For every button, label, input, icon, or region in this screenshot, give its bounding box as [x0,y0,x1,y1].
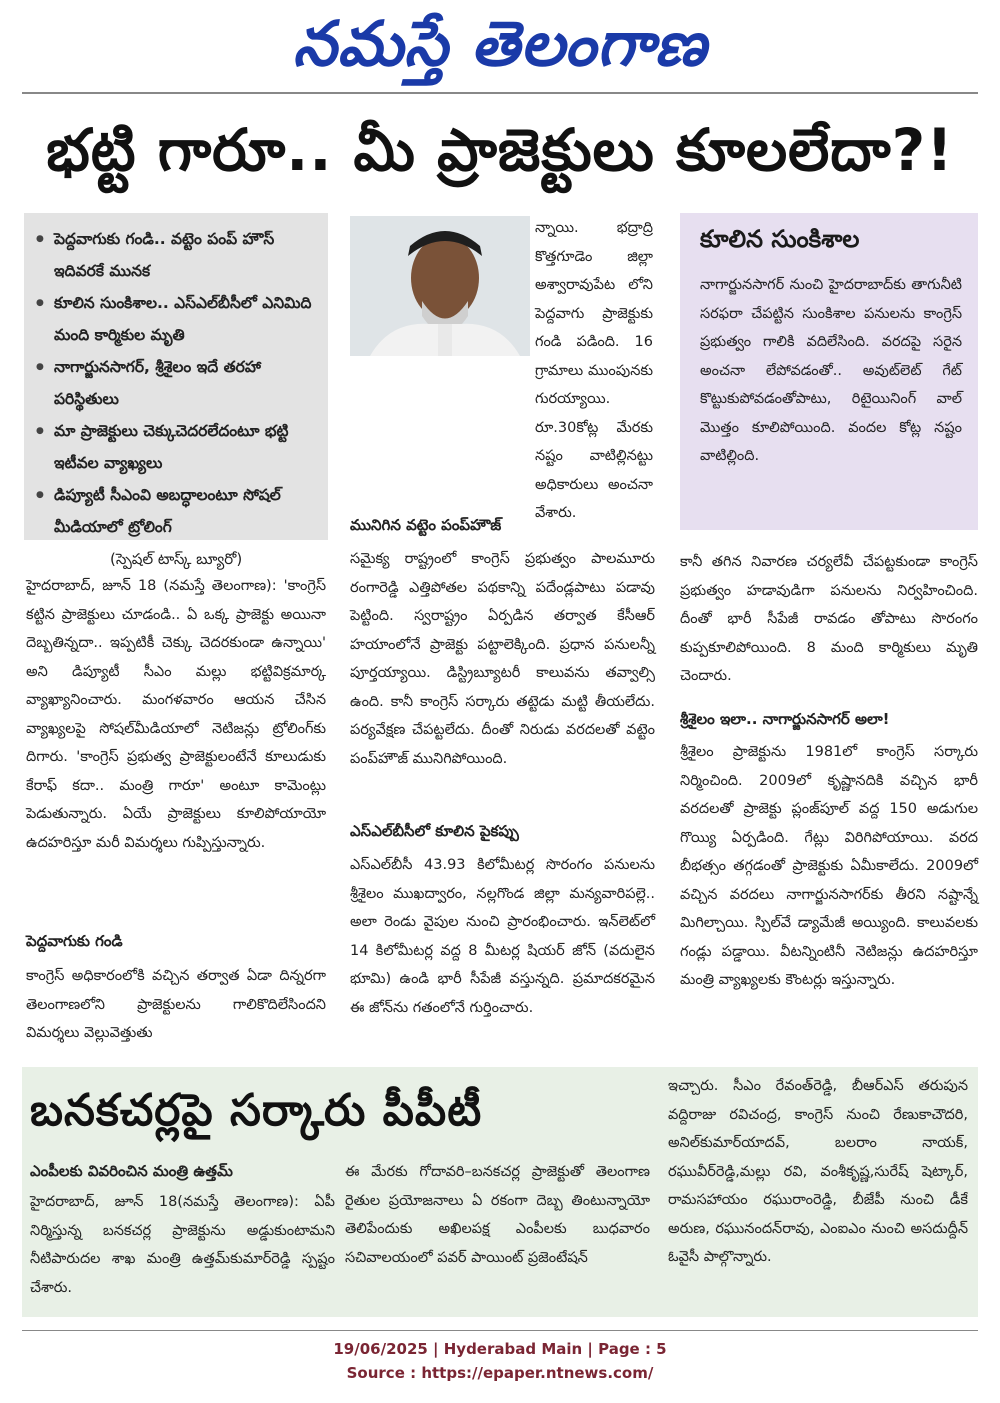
footer-rule [22,1330,978,1331]
sidebox-body [700,271,962,521]
article-paragraph: ఈ మేరకు గోదావరి–బనకచర్ల ప్రాజెక్టుతో తెలంగాణ రైతుల ప్రయోజనాలు ఏ రకంగా దెబ్బ తింటున్నాయో తెలిపేందుకు అఖిలపక్ష ఎంపీలకు బుధవారం సచివాలయంలో పవర్ పాయింట్ ప్రజెంటేషన్ [345,1164,650,1266]
bottom-story-title: బనకచర్లపై సర్కారు పీపీటీ [30,1085,483,1136]
article-paragraph: కానీ తగిన నివారణ చర్యలేవీ చేపట్టకుండా కాంగ్రెస్ ప్రభుత్వం హడావుడిగా పనులను నిర్వహించింది. దీంతో భారీ సీపేజీ రావడం తోపాటు సొరంగం కుప్పకూలిపోయింది. 8 మంది కార్మికులు మృతి చెందారు. [680,554,978,684]
article-paragraph: హైదరాబాద్, జూన్ 18 (నమస్తే తెలంగాణ): 'కాంగ్రెస్ కట్టిన ప్రాజెక్టులు చూడండి.. ఏ ఒక్క ప్రాజెక్టు అయినా దెబ్బతిన్నదా.. ఇప్పటికీ చెక్కు చెదరకుండా ఉన్నాయి' అని డిప్యూటీ సీఎం మల్లు భట్టివిక్రమార్క వ్యాఖ్యానించారు. మంగళవారం ఆయన చేసిన వ్యాఖ్యలపై సోషల్‌మీడియాలో నెటిజన్లు ట్రోలింగ్‌కు దిగారు. 'కాంగ్రెస్ ప్రభుత్వ ప్రాజెక్టులంటేనే కూలుడుకు కేరాఫ్ కదా.. మంత్రి గారూ' అంటూ కామెంట్లు పెడుతున్నారు. ఏయే ప్రాజెక్టులు కూలిపోయాయో ఉదహరిస్తూ మరీ విమర్శలు గుప్పిస్తున్నారు. [26,578,326,851]
bottom-column-2 [345,1158,650,1308]
highlight-item: ● డిప్యూటీ సీఎంవి అబద్ధాలంటూ సోషల్ మీడియాలో ట్రోలింగ్ [36,479,320,543]
byline: (స్పెషల్ టాస్క్ బ్యూరో) [110,550,243,568]
masthead: నమస్తే తెలంగాణ [292,7,708,80]
highlight-item: ● పెద్దవాగుకు గండి.. వట్టెం పంప్ హౌస్ ఇదివరకే మునక [36,223,320,287]
column-2-subhead-2: ఎస్ఎల్‌బీసీలో కూలిన పైకప్పు [350,822,519,840]
article-paragraph: సమైక్య రాష్ట్రంలో కాంగ్రెస్ ప్రభుత్వం పాలమూరు రంగారెడ్డి ఎత్తిపోతల పథకాన్ని పదేండ్లపాటు పడావు పెట్టింది. స్వరాష్ట్రం ఏర్పడిన తర్వాత కేసీఆర్ హయాంలోనే ప్రాజెక్టు పట్టాలెక్కింది. ప్రధాన పనులన్నీ పూర్తయ్యాయి. డిస్ట్రిబ్యూటరీ కాలువను తవ్వాల్సి ఉంది. కానీ కాంగ్రెస్ సర్కారు తట్టెడు మట్టి తీయలేదు. పర్యవేక్షణ చేపట్టలేదు. దీంతో నిరుడు వరదలతో వట్టెం పంప్‌హౌజ్ మునిగిపోయింది. [350,551,655,767]
footer-dateline: 19/06/2025 | Hyderabad Main | Page : 5 [333,1340,667,1358]
column-1-subhead: పెద్దవాగుకు గండి [26,932,123,950]
column-2-subhead-1: మునిగిన వట్టెం పంప్‌హౌజ్ [350,516,502,534]
bottom-story-subhead: ఎంపీలకు వివరించిన మంత్రి ఉత్తమ్ [30,1162,233,1180]
highlight-item: ● మా ప్రాజెక్టులు చెక్కుచెదరలేదంటూ భట్టి ఇటీవల వ్యాఖ్యలు [36,415,320,479]
article-paragraph: కాంగ్రెస్ అధికారంలోకి వచ్చిన తర్వాత ఏడా దిన్నరగా తెలంగాణలోని ప్రాజెక్టులను గాలికొదిలేసిందని విమర్శలు వెల్లువెత్తుతు [26,968,326,1041]
footer-source[interactable]: Source : https://epaper.ntnews.com/ [346,1364,654,1382]
portrait-image [350,216,530,356]
article-paragraph: హైదరాబాద్, జూన్ 18(నమస్తే తెలంగాణ): ఏపీ నిర్మిస్తున్న బనకచర్ల ప్రాజెక్టును అడ్డుకుంటామని నీటిపారుదల శాఖ మంత్రి ఉత్తమ్‌కుమార్‌రెడ్డి స్పష్టం చేశారు. [30,1194,335,1296]
column-1-body [26,572,326,912]
headline: భట్టి గారూ.. మీ ప్రాజెక్టులు కూలలేదా?! [46,116,954,184]
bottom-column-1 [30,1188,335,1308]
column-3-body-1 [680,548,978,693]
column-3-subhead: శ్రీశైలం ఇలా.. నాగార్జునసాగర్ అలా! [680,710,890,728]
column-3-body-2 [680,738,978,1053]
article-paragraph: న్నాయి. భద్రాద్రి కొత్తగూడెం జిల్లా అశ్వారావుపేట లోని పెద్దవాగు ప్రాజెక్టుకు గండి పడింది. 16 గ్రామాలు ముంపునకు గురయ్యాయి. రూ.30కోట్ల మేరకు నష్టం వాటిల్లినట్టు అధికారులు అంచనా వేశారు. [535,220,653,521]
column-2-body-2 [350,851,655,1051]
highlights-box [24,213,328,540]
highlight-item: ● కూలిన సుంకిశాల.. ఎస్ఎల్‌బీసీలో ఎనిమిది మంది కార్మికుల మృతి [36,287,320,351]
column-2-top-wrap [535,214,653,521]
highlight-item: ● నాగార్జునసాగర్, శ్రీశైలం ఇదే తరహా పరిస్థితులు [36,351,320,415]
article-paragraph: నాగార్జునసాగర్ నుంచి హైదరాబాద్‌కు తాగునీటి సరఫరా చేపట్టిన సుంకిశాల పనులను కాంగ్రెస్ ప్రభుత్వం గాలికి వదిలేసింది. వరదపై సరైన అంచనా లేపోవడంతో.. అవుట్‌లెట్ గేట్ కొట్టుకుపోవడంతోపాటు, రిటైయినింగ్ వాల్ మొత్తం కూలిపోయింది. వందల కోట్ల నష్టం వాటిల్లింది. [700,277,962,464]
column-1-body-2 [26,962,326,1058]
article-paragraph: శ్రీశైలం ప్రాజెక్టును 1981లో కాంగ్రెస్ సర్కారు నిర్మించింది. 2009లో కృష్ణానదికి వచ్చిన భారీ వరదలతో ప్రాజెక్టు ప్లంజ్‌పూల్ వద్ద 150 అడుగుల గొయ్యి ఏర్పడింది. గేట్లు విరిగిపోయాయి. వరద బీభత్సం తగ్గడంతో ప్రాజెక్టుకు ఏమీకాలేదు. 2009లో వచ్చిన వరదలు నాగార్జునసాగర్‌కు తీరని నష్టాన్నే మిగిల్చాయి. స్పిల్‌వే డ్యామేజీ అయ్యింది. కాలువలకు గండ్లు పడ్డాయి. వీటన్నింటినీ నెటిజన్లు ఉదహరిస్తూ మంత్రి వ్యాఖ్యలకు కౌంటర్లు ఇస్తున్నారు. [680,744,978,988]
masthead-rule [22,92,978,94]
article-paragraph: ఎస్ఎల్‌బీసీ 43.93 కిలోమీటర్ల సొరంగం పనులను శ్రీశైలం ముఖద్వారం, నల్లగొండ జిల్లా మన్యవారిపల్లె.. అలా రెండు వైపుల నుంచి ప్రారంభించారు. ఇన్‌లెట్‌లో 14 కిలోమీటర్ల వద్ద 8 మీటర్ల షియర్ జోన్ (వదులైన భూమి) ఉండి భారీ సీపేజీ వస్తున్నది. ప్రమాదకరమైన ఈ జోన్‌ను గతంలోనే గుర్తించారు. [350,857,655,1016]
bottom-column-3 [668,1072,968,1312]
article-paragraph: ఇచ్చారు. సీఎం రేవంత్‌రెడ్డి, బీఆర్ఎస్ తరుపున వద్దిరాజు రవిచంద్ర, కాంగ్రెస్ నుంచి రేణుకాచౌదరి, అనిల్‌కుమార్‌యాదవ్, బలరాం నాయక్, రఘువీర్‌రెడ్డి,మల్లు రవి, వంశీకృష్ణ,సురేష్ షెట్కార్, రామసహాయం రఘురాంరెడ్డి, బీజేపీ నుంచి డీకే అరుణ, రఘునందన్‌రావు, ఎంఐఎం నుంచి అసదుద్దీన్ ఓవైసీ పాల్గొన్నారు. [668,1078,968,1265]
sidebox-title: కూలిన సుంకిశాల [700,225,860,253]
column-2-body-1 [350,545,655,800]
deputy-cm-photo [350,216,530,356]
sunkishala-sidebox [680,213,978,530]
